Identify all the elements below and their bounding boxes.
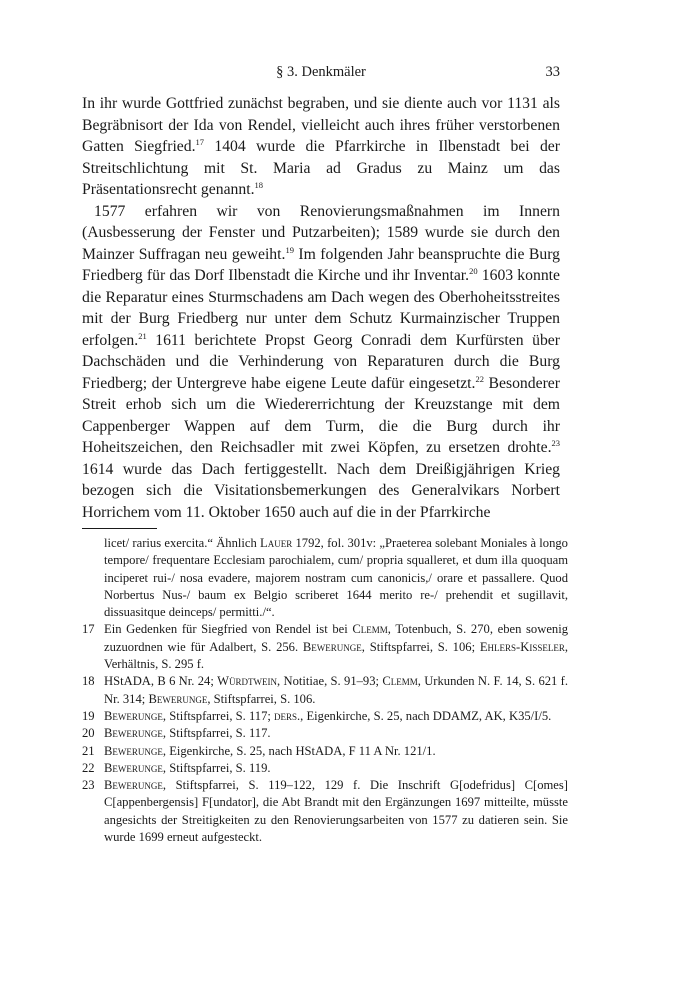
page-number: 33: [545, 64, 560, 80]
footnote-23: 23 Bewerunge, Stiftspfarrei, S. 119–122, 129 f. Die Inschrift G[odefridus] C[omes] C[appenbergensis] F[undator], die Abt Brandt mit den Ergänzungen 1697 mitteilte, müsste angesichts der Streitigkeiten zu den Renovierungsarbeiten von 1577 zu datieren sein. Sie wurde 1699 erneut aufgesteckt.: [82, 777, 568, 846]
footnote-17: 17 Ein Gedenken für Siegfried von Rendel ist bei Clemm, Totenbuch, S. 270, eben sowenig zuzuordnen wie für Adalbert, S. 256. Bewerunge, Stiftspfarrei, S. 106; Ehlers-Kisseler, Verhältnis, S. 295 f.: [82, 621, 568, 673]
footnote-ref[interactable]: 22: [475, 373, 484, 384]
footnote-number: 21: [82, 743, 95, 758]
footnotes: [82, 535, 568, 846]
footnote-ref[interactable]: 21: [138, 330, 147, 341]
footnote-ref[interactable]: 20: [469, 266, 478, 276]
footnote-continuation: licet/ rarius exercita.“ Ähnlich Lauer 1792, fol. 301v: „Praeterea solebant Moniales à longo tempore/ frequentare Ecclesiam parochialem, cum/ propria squalleret, et dum illa quoquam inciperet rui-/ nosa evadere, majorem nostram cum canonicis,/ orare et passallere. Quod Norbertus Nus-/ baum ex Belgio scriberet 1644 merito re-/ prehendit et sugillavit, dissuasitque deinceps/ permitti./“.: [104, 536, 568, 620]
running-head-title: § 3. Denkmäler: [276, 64, 366, 80]
footnote-number: 17: [82, 622, 95, 637]
footnote-ref[interactable]: 19: [285, 244, 294, 255]
paragraph: 1577 erfahren wir von Renovierungsmaßnahmen im Innern (Ausbesserung der Fenster und Putzarbeiten); 1589 wurde sie durch den Mainzer Suffragan neu geweiht.$^{19}$ Im folgenden Jahr beanspruchte die Burg Friedberg für das Dorf Ilbenstadt die Kirche und ihr Inventar.$^{20}$ 1603 konnte die Reparatur eines Sturmschadens am Dach wegen des Oberhoheitsstreites mit der Burg Friedberg nur unter dem Schutz Kurmainzischer Truppen erfolgen.$^{21}$ 1611 berichtete Propst Georg Conradi dem Kurfürsten über Dachschäden und die Verhinderung von Reparaturen durch die Burg Friedberg; der Untergreve habe eigene Leute dafür eingesetzt.$^{22}$ Besonderer Streit erhob sich um die Wiedererrichtung der Kreuzstange mit dem Cappenberger Wappen auf dem Turm, die die Burg durch ihr Hoheitszeichen, den Reichsadler mit zwei Köpfen, zu ersetzen drohte.$^{23}$ 1614 wurde das Dach fertiggestellt. Nach dem Dreißigjährigen Krieg bezogen sich die Visitationsbemerkungen des Generalvikars Norbert Horrichem vom 11. Oktober 1650 auch auf die in der Pfarrkirche: [82, 202, 560, 521]
footnote-20: 20 Bewerunge, Stiftspfarrei, S. 117.: [82, 725, 568, 742]
footnote-ref[interactable]: 17: [195, 137, 205, 147]
footnote-separator: [82, 528, 157, 529]
footnote-ref[interactable]: 18: [254, 180, 264, 190]
main-text: [82, 93, 560, 523]
footnote-ref[interactable]: 23: [551, 438, 560, 448]
footnote-number: 22: [82, 760, 95, 775]
paragraph: In ihr wurde Gottfried zunächst begraben, und sie diente auch vor 1131 als Begräbnisort der Ida von Rendel, vielleicht auch ihres früher verstorbenen Gatten Siegfried.$^{17}$ 1404 wurde die Pfarrkirche in Ilbenstadt bei der Streitschlichtung mit St. Maria ad Gradus zu Mainz um das Präsentationsrecht genannt.$^{18}$: [82, 95, 560, 198]
footnote-number: 18: [82, 674, 95, 689]
footnote-21: 21 Bewerunge, Eigenkirche, S. 25, nach HStADA, F 11 A Nr. 121/1.: [82, 743, 568, 760]
footnote-number: 23: [82, 778, 95, 793]
footnote-18: 18 HStADA, B 6 Nr. 24; Würdtwein, Notitiae, S. 91–93; Clemm, Urkunden N. F. 14, S. 621 f. Nr. 314; Bewerunge, Stiftspfarrei, S. 106.: [82, 673, 568, 708]
footnote-19: 19 Bewerunge, Stiftspfarrei, S. 117; ders., Eigenkirche, S. 25, nach DDAMZ, AK, K35/I/5.: [82, 708, 568, 725]
running-head: [82, 64, 560, 84]
footnote-number: 19: [82, 708, 95, 723]
footnote-22: 22 Bewerunge, Stiftspfarrei, S. 119.: [82, 760, 568, 777]
footnote-number: 20: [82, 726, 95, 741]
